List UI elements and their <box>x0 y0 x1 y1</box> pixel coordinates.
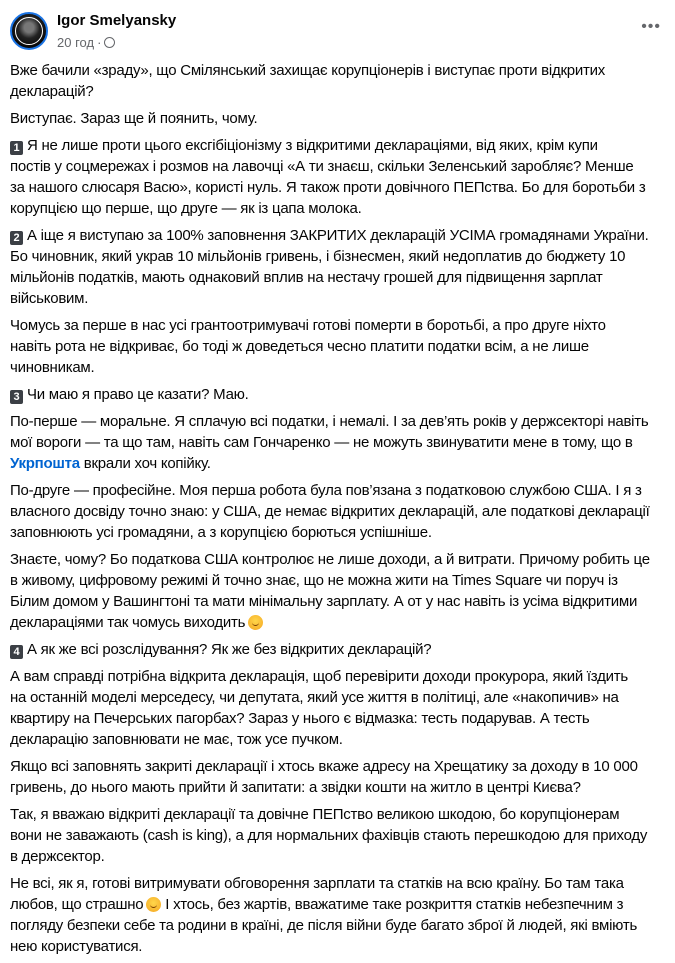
text-line: Виступає. Зараз ще й поянить, чому. <box>10 110 258 127</box>
globe-icon <box>104 37 115 48</box>
post-text <box>10 60 670 963</box>
text-line: Знаєте, чому? Бо податкова США контролює не лише доходи, а й витрати. Причому робить це <box>10 551 650 568</box>
text-line: нею користуватися. <box>10 938 143 955</box>
text-line: А вам справді потрібна відкрита декларація, щоб перевірити доходи прокурора, який їздить <box>10 668 628 685</box>
text-line: мільйонів податків, мають однаковий вплив на нестачу грошей для підвищення зарплат <box>10 269 603 286</box>
text-line: Чомусь за перше в нас усі грантоотримувачі готові померти в боротьбі, а про друге ніхто <box>10 317 606 334</box>
text-line: Вже бачили «зраду», що Смілянський захищає корупціонерів і виступає проти відкритих <box>10 62 606 79</box>
paragraph <box>10 666 670 750</box>
author-name[interactable]: Igor Smelyansky <box>57 12 177 29</box>
text-line: заповнюють усі громадяни, а з корупцією борються успішніше. <box>10 524 432 541</box>
paragraph <box>10 756 670 798</box>
text-line: деклараціями так чомусь виходить <box>10 612 670 633</box>
paragraph <box>10 411 670 474</box>
paragraph <box>10 549 670 633</box>
keycap-4-emoji: 4 <box>10 645 23 659</box>
ukrposhta-link[interactable]: Укрпошта <box>10 455 80 472</box>
keycap-3-emoji: 3 <box>10 390 23 404</box>
paragraph <box>10 804 670 867</box>
text-line: військовим. <box>10 290 89 307</box>
paragraph <box>10 315 670 378</box>
text-line: Так, я вважаю відкриті декларації та довічне ПЕПство великою шкодою, бо корупціонерам <box>10 806 620 823</box>
text-line: 1 Я не лише проти цього ексгібіціонізму з відкритими деклараціями, від яких, крім купи <box>10 135 670 156</box>
smiling-face-emoji <box>146 897 161 912</box>
paragraph <box>10 60 670 102</box>
text-line: декларацій? <box>10 83 94 100</box>
text-line: за нашого слюсаря Васю», користі нуль. Я також проти довічного ПЕПства. Бо для боротьби з <box>10 179 646 196</box>
text-line: квартиру на Печерських пагорбах? Зараз у нього є відмазка: тесть подарував. А тесть <box>10 710 590 727</box>
text-line: на останній моделі мерседесу, чи депутата, який усе життя в політиці, але «накопичив» на <box>10 689 619 706</box>
keycap-1-emoji: 1 <box>10 141 23 155</box>
text-line: По-перше — моральне. Я сплачую всі податки, і немалі. І за дев’ять років у держсекторі навіть <box>10 413 649 430</box>
text-line: навіть рота не відкриває, бо тоді ж доведеться чесно платити податки всім, а не лише <box>10 338 589 355</box>
smiling-face-emoji <box>248 615 263 630</box>
paragraph <box>10 639 670 660</box>
text-line: в живому, цифровому режимі й точно знає, що не можна жити на Times Square чи поруч із <box>10 572 618 589</box>
text-line: 4 А як же всі розслідування? Як же без відкритих декларацій? <box>10 639 670 660</box>
keycap-2-emoji: 2 <box>10 231 23 245</box>
text-line: гривень, до нього мають прийти й запитати: а звідки кошти на житло в центрі Києва? <box>10 779 581 796</box>
text-line: Якщо всі заповнять закриті декларації і хтось вкаже адресу на Хрещатику за доходу в 10 000 <box>10 758 638 775</box>
paragraph <box>10 873 670 957</box>
text-line: По-друге — професійне. Моя перша робота була пов’язана з податковою службою США. І я з <box>10 482 642 499</box>
text-line: декларацію заповнювати не має, тож усе пучком. <box>10 731 343 748</box>
text-line: власного досвіду точно знаю: у США, де немає відкритих декларацій, але податкові декларації <box>10 503 650 520</box>
post-time[interactable]: 20 год <box>57 35 95 50</box>
text-line: погляду безпеки себе та родини в країні, де після війни буде багато зброї й людей, які вміють <box>10 917 638 934</box>
post-header <box>0 0 675 58</box>
text-line: любов, що страшно І хтось, без жартів, вважатиме таке розкриття статків небезпечним з <box>10 896 624 913</box>
text-line: 3 Чи маю я право це казати? Маю. <box>10 384 670 405</box>
text-line: вони не заважають (cash is king), а для нормальних фахівців стають перешкодою для приходу <box>10 827 648 844</box>
text-line: корупцією що перше, що друге — як із цапа молока. <box>10 200 362 217</box>
text-line: Бо чиновник, який украв 10 мільйонів гривень, і бізнесмен, який недоплатив до бюджету 10 <box>10 248 626 265</box>
paragraph <box>10 225 670 309</box>
text-line: Не всі, як я, готові витримувати обговорення зарплати та статків на всю країну. Бо там така <box>10 875 624 892</box>
text-line: мої вороги — та що там, навіть сам Гончаренко — не можуть звинуватити мене в тому, що в <box>10 434 633 451</box>
paragraph <box>10 135 670 219</box>
text-line: в держсектор. <box>10 848 105 865</box>
paragraph <box>10 108 670 129</box>
text-line: Укрпошта вкрали хоч копійку. <box>10 455 211 472</box>
text-line: Білим домом у Вашингтоні та мати мінімальну зарплату. А от у нас навіть із усіма відкритими <box>10 593 638 610</box>
paragraph <box>10 384 670 405</box>
text-line: постів у соцмережах і розмов на лавочці «А ти знаєш, скільки Зеленський заробляє? Менше <box>10 158 634 175</box>
more-options-icon[interactable]: ••• <box>641 18 661 35</box>
paragraph <box>10 480 670 543</box>
post-meta <box>57 35 115 50</box>
meta-separator: · <box>97 35 102 50</box>
text-line: чиновникам. <box>10 359 95 376</box>
text-line: 2 А іще я виступаю за 100% заповнення ЗАКРИТИХ декларацій УСІМА громадянами України. <box>10 225 670 246</box>
author-avatar[interactable] <box>10 12 48 50</box>
